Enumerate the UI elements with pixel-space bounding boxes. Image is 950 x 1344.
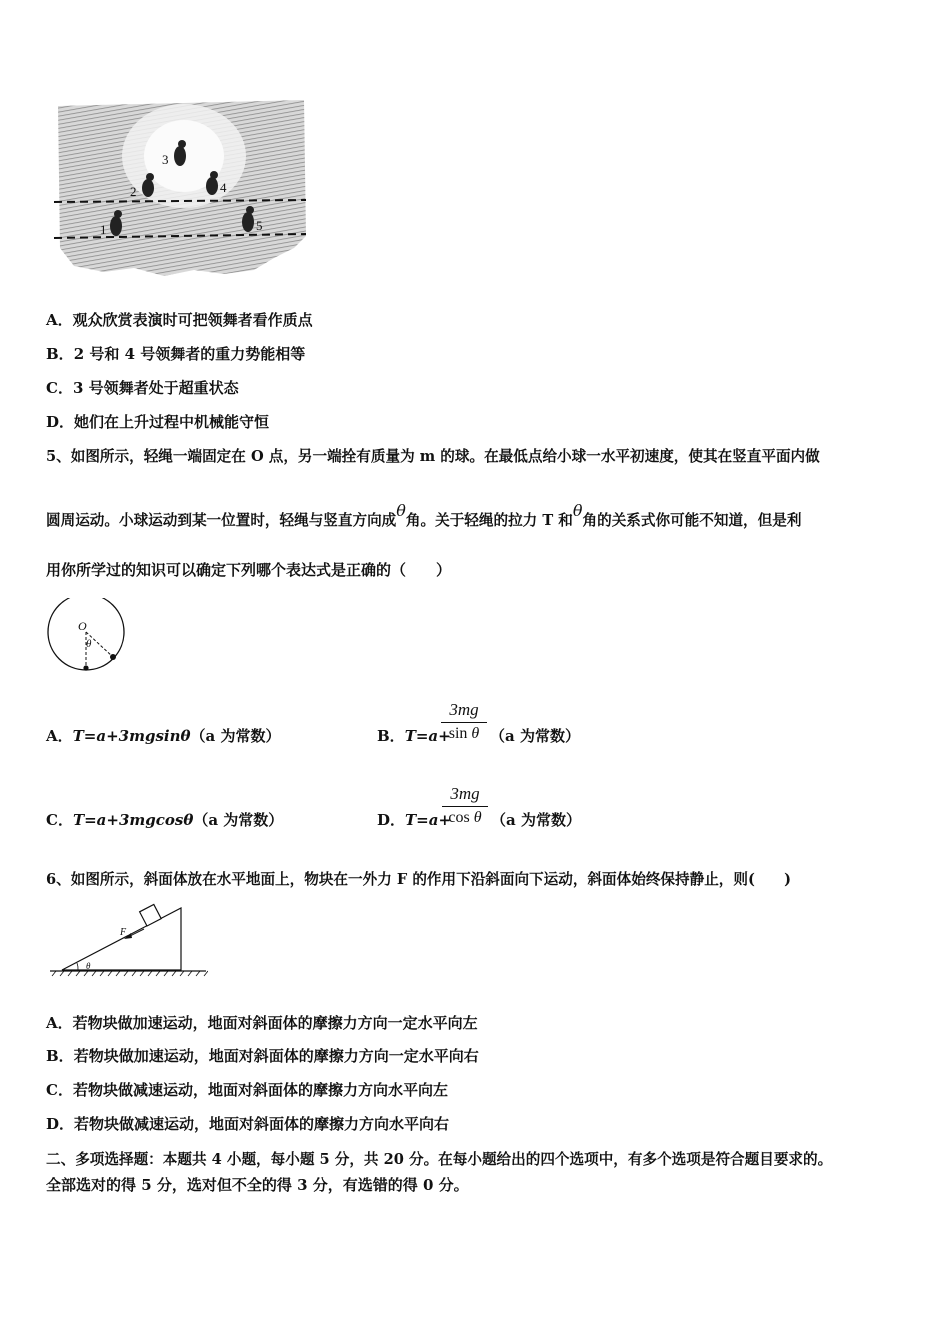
q4-option-b: B．2 号和 4 号领舞者的重力势能相等 bbox=[46, 345, 306, 363]
q5-option-b-fraction: 3mg sin θ bbox=[441, 700, 487, 743]
angle-label: θ bbox=[86, 638, 92, 650]
q5-stem-line2: 圆周运动。小球运动到某一位置时，轻绳与竖直方向成θ角。关于轻绳的拉力 T 和θ角的关系式你可能不知道，但是利 bbox=[46, 501, 802, 529]
q5-option-b: B．T=a+ bbox=[377, 727, 451, 745]
q5-option-c: C．T=a+3mgcosθ（a 为常数） bbox=[46, 811, 284, 829]
incline-angle-label: θ bbox=[86, 961, 91, 971]
q6-option-c: C．若物块做减速运动，地面对斜面体的摩擦力方向水平向左 bbox=[46, 1081, 448, 1099]
q5-stem-line3: 用你所学过的知识可以确定下列哪个表达式是正确的（ ） bbox=[46, 561, 452, 579]
q4-option-d: D．她们在上升过程中机械能守恒 bbox=[46, 413, 270, 431]
section2-instructions-line1: 二、多项选择题：本题共 4 小题，每小题 5 分，共 20 分。在每小题给出的四个选项中，有多个选项是符合题目要求的。 bbox=[46, 1151, 833, 1168]
q5-option-d-note: （a 为常数） bbox=[491, 811, 581, 829]
q6-option-b: B．若物块做加速运动，地面对斜面体的摩擦力方向一定水平向右 bbox=[46, 1047, 479, 1065]
dancer-label-4: 4 bbox=[220, 180, 227, 195]
center-label: O bbox=[78, 619, 87, 633]
dancer-label-1: 1 bbox=[100, 222, 107, 237]
q6-stem: 6、如图所示，斜面体放在水平地面上，物块在一外力 F 的作用下沿斜面向下运动，斜面体始终保持静止，则( ) bbox=[46, 871, 791, 888]
q5-circle-figure bbox=[40, 598, 135, 678]
dancer-label-3: 3 bbox=[162, 152, 169, 167]
q5-option-d: D．T=a+ bbox=[377, 811, 452, 829]
section2-instructions-line2: 全部选对的得 5 分，选对但不全的得 3 分，有选错的得 0 分。 bbox=[46, 1176, 469, 1194]
q6-option-d: D．若物块做减速运动，地面对斜面体的摩擦力方向水平向右 bbox=[46, 1115, 450, 1133]
q5-option-a: A．T=a+3mgsinθ（a 为常数） bbox=[46, 727, 281, 745]
q5-option-b-note: （a 为常数） bbox=[490, 727, 580, 745]
dancer-photo bbox=[44, 98, 310, 280]
q4-option-c: C．3 号领舞者处于超重状态 bbox=[46, 379, 239, 397]
q6-incline-figure bbox=[48, 900, 208, 982]
q4-option-a: A．观众欣赏表演时可把领舞者看作质点 bbox=[46, 311, 313, 329]
force-label: F bbox=[120, 927, 127, 938]
dancer-label-2: 2 bbox=[130, 184, 137, 199]
q6-option-a: A．若物块做加速运动，地面对斜面体的摩擦力方向一定水平向左 bbox=[46, 1014, 478, 1032]
q5-stem-line1: 5、如图所示，轻绳一端固定在 O 点，另一端拴有质量为 m 的球。在最低点给小球一水平初速度，使其在竖直平面内做 bbox=[46, 448, 820, 465]
block bbox=[140, 904, 162, 926]
q5-option-d-fraction: 3mg cos θ bbox=[442, 784, 488, 827]
dancer-label-5: 5 bbox=[256, 218, 263, 233]
